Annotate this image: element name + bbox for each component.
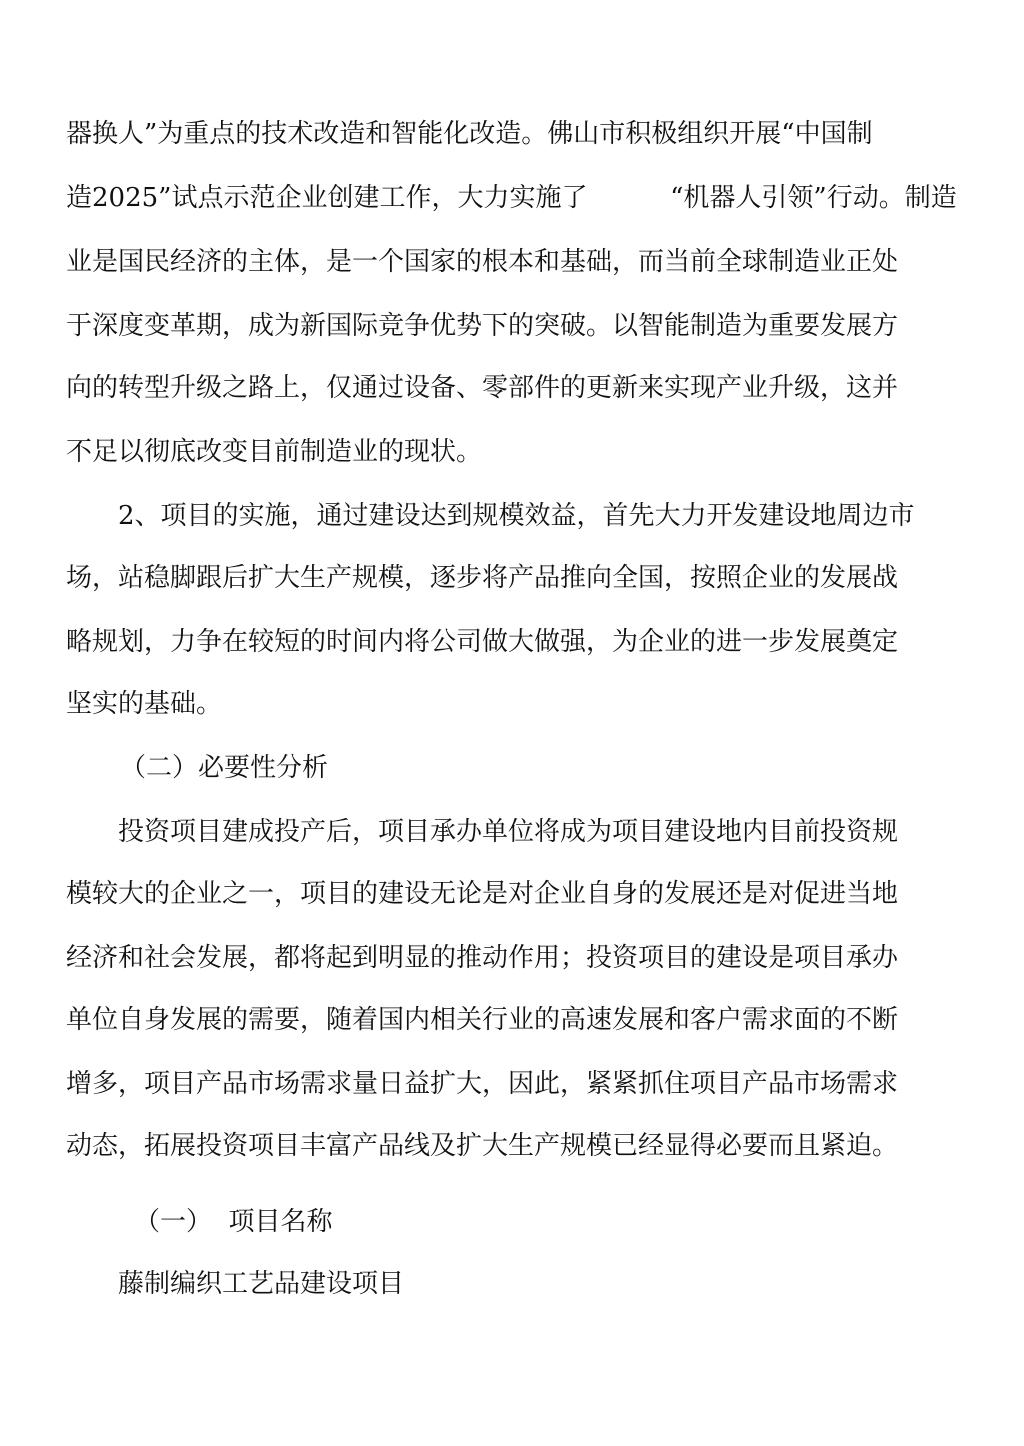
paragraph-1-line-3: 业是国民经济的主体，是一个国家的根本和基础，而当前全球制造业正处 [66,247,899,277]
paragraph-1-line-4: 于深度变革期，成为新国际竞争优势下的突破。以智能制造为重要发展方 [66,311,899,341]
paragraph-3-line-4: 单位自身发展的需要，随着国内相关行业的高速发展和客户需求面的不断 [66,1005,899,1035]
paragraph-1-line-1: 器换人”为重点的技术改造和智能化改造。佛山市积极组织开展“中国制 [66,119,873,149]
project-name-value: 藤制编织工艺品建设项目 [118,1269,405,1299]
paragraph-3-line-1: 投资项目建成投产后，项目承办单位将成为项目建设地内目前投资规 [118,817,899,847]
paragraph-2-line-2: 场，站稳脚跟后扩大生产规模，逐步将产品推向全国，按照企业的发展战 [66,563,899,593]
paragraph-3-line-5: 增多，项目产品市场需求量日益扩大，因此，紧紧抓住项目产品市场需求 [66,1069,899,1099]
paragraph-1-line-2: 造2025”试点示范企业创建工作，大力实施了 “机器人引领”行动。制造 [66,183,957,213]
paragraph-1-line-5: 向的转型升级之路上，仅通过设备、零部件的更新来实现产业升级，这并 [66,373,899,403]
paragraph-3-line-6: 动态，拓展投资项目丰富产品线及扩大生产规模已经显得必要而且紧迫。 [66,1131,899,1161]
paragraph-2-line-3: 略规划，力争在较短的时间内将公司做大做强，为企业的进一步发展奠定 [66,627,899,657]
paragraph-2-line-1: 2、项目的实施，通过建设达到规模效益，首先大力开发建设地周边市 [118,501,915,531]
paragraph-2-line-4: 坚实的基础。 [66,689,223,719]
section-heading-project-name: （一） 项目名称 [134,1207,333,1237]
section-heading-necessity: （二）必要性分析 [120,753,329,783]
paragraph-3-line-3: 经济和社会发展，都将起到明显的推动作用；投资项目的建设是项目承办 [66,943,899,973]
paragraph-3-line-2: 模较大的企业之一，项目的建设无论是对企业自身的发展还是对促进当地 [66,879,899,909]
paragraph-1-line-6: 不足以彻底改变目前制造业的现状。 [66,437,483,467]
